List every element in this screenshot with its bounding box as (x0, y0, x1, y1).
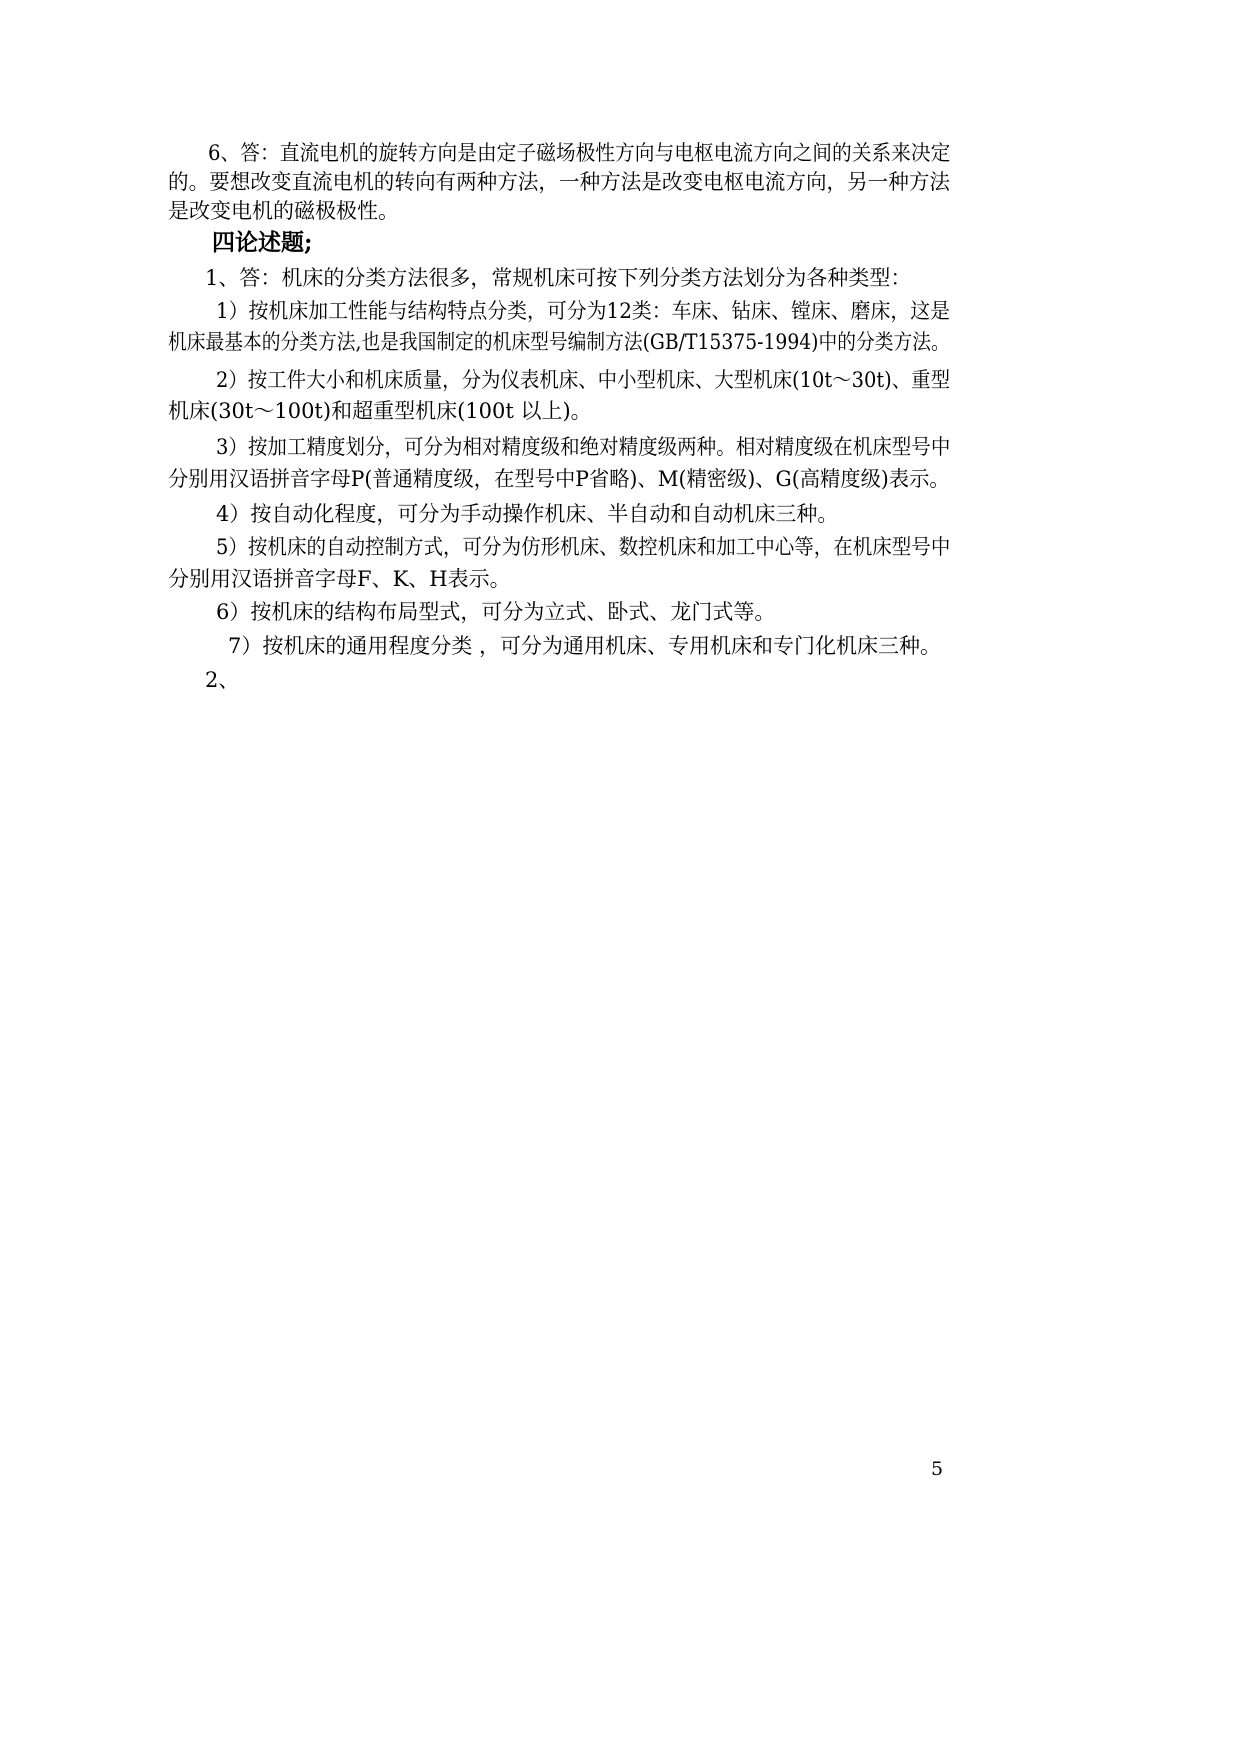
item-5-line-2: 分别用汉语拼音字母F、K、H表示。 (168, 567, 511, 591)
item-2-line-2: 机床(30t～100t)和超重型机床(100t 以上)。 (168, 399, 592, 423)
item-2-line-1: 2）按工件大小和机床质量，分为仪表机床、中小型机床、大型机床(10t～30t)、重型 (216, 368, 951, 392)
answer-2-label: 2、 (205, 668, 240, 692)
item-7-line-1: 7）按机床的通用程度分类 ，可分为通用机床、专用机床和专门化机床三种。 (228, 634, 942, 658)
item-1-line-1: 1）按机床加工性能与结构特点分类，可分为12类：车床、钻床、镗床、磨床，这是 (216, 299, 951, 323)
section-heading: 四论述题; (212, 229, 313, 256)
answer-6-line-3: 是改变电机的磁极极性。 (168, 199, 399, 223)
item-3-line-2: 分别用汉语拼音字母P(普通精度级，在型号中P省略)、M(精密级)、G(高精度级)表示。 (168, 467, 950, 491)
item-5-line-1: 5）按机床的自动控制方式，可分为仿形机床、数控机床和加工中心等，在机床型号中 (216, 535, 951, 559)
item-6-line-1: 6）按机床的结构布局型式，可分为立式、卧式、龙门式等。 (216, 600, 776, 624)
answer-6-line-1: 6、答：直流电机的旋转方向是由定子磁场极性方向与电枢电流方向之间的关系来决定 (208, 141, 951, 165)
item-3-line-1: 3）按加工精度划分，可分为相对精度级和绝对精度级两种。相对精度级在机床型号中 (216, 435, 951, 459)
answer-6-line-2: 的。要想改变直流电机的转向有两种方法，一种方法是改变电枢电流方向，另一种方法 (168, 170, 950, 194)
item-4-line-1: 4）按自动化程度，可分为手动操作机床、半自动和自动机床三种。 (216, 502, 839, 526)
page-number: 5 (931, 1458, 944, 1480)
item-1-line-2: 机床最基本的分类方法,也是我国制定的机床型号编制方法(GB/T15375-1994)中的分类方法。 (168, 330, 950, 354)
answer-1-intro: 1、答：机床的分类方法很多，常规机床可按下列分类方法划分为各种类型： (205, 266, 912, 290)
